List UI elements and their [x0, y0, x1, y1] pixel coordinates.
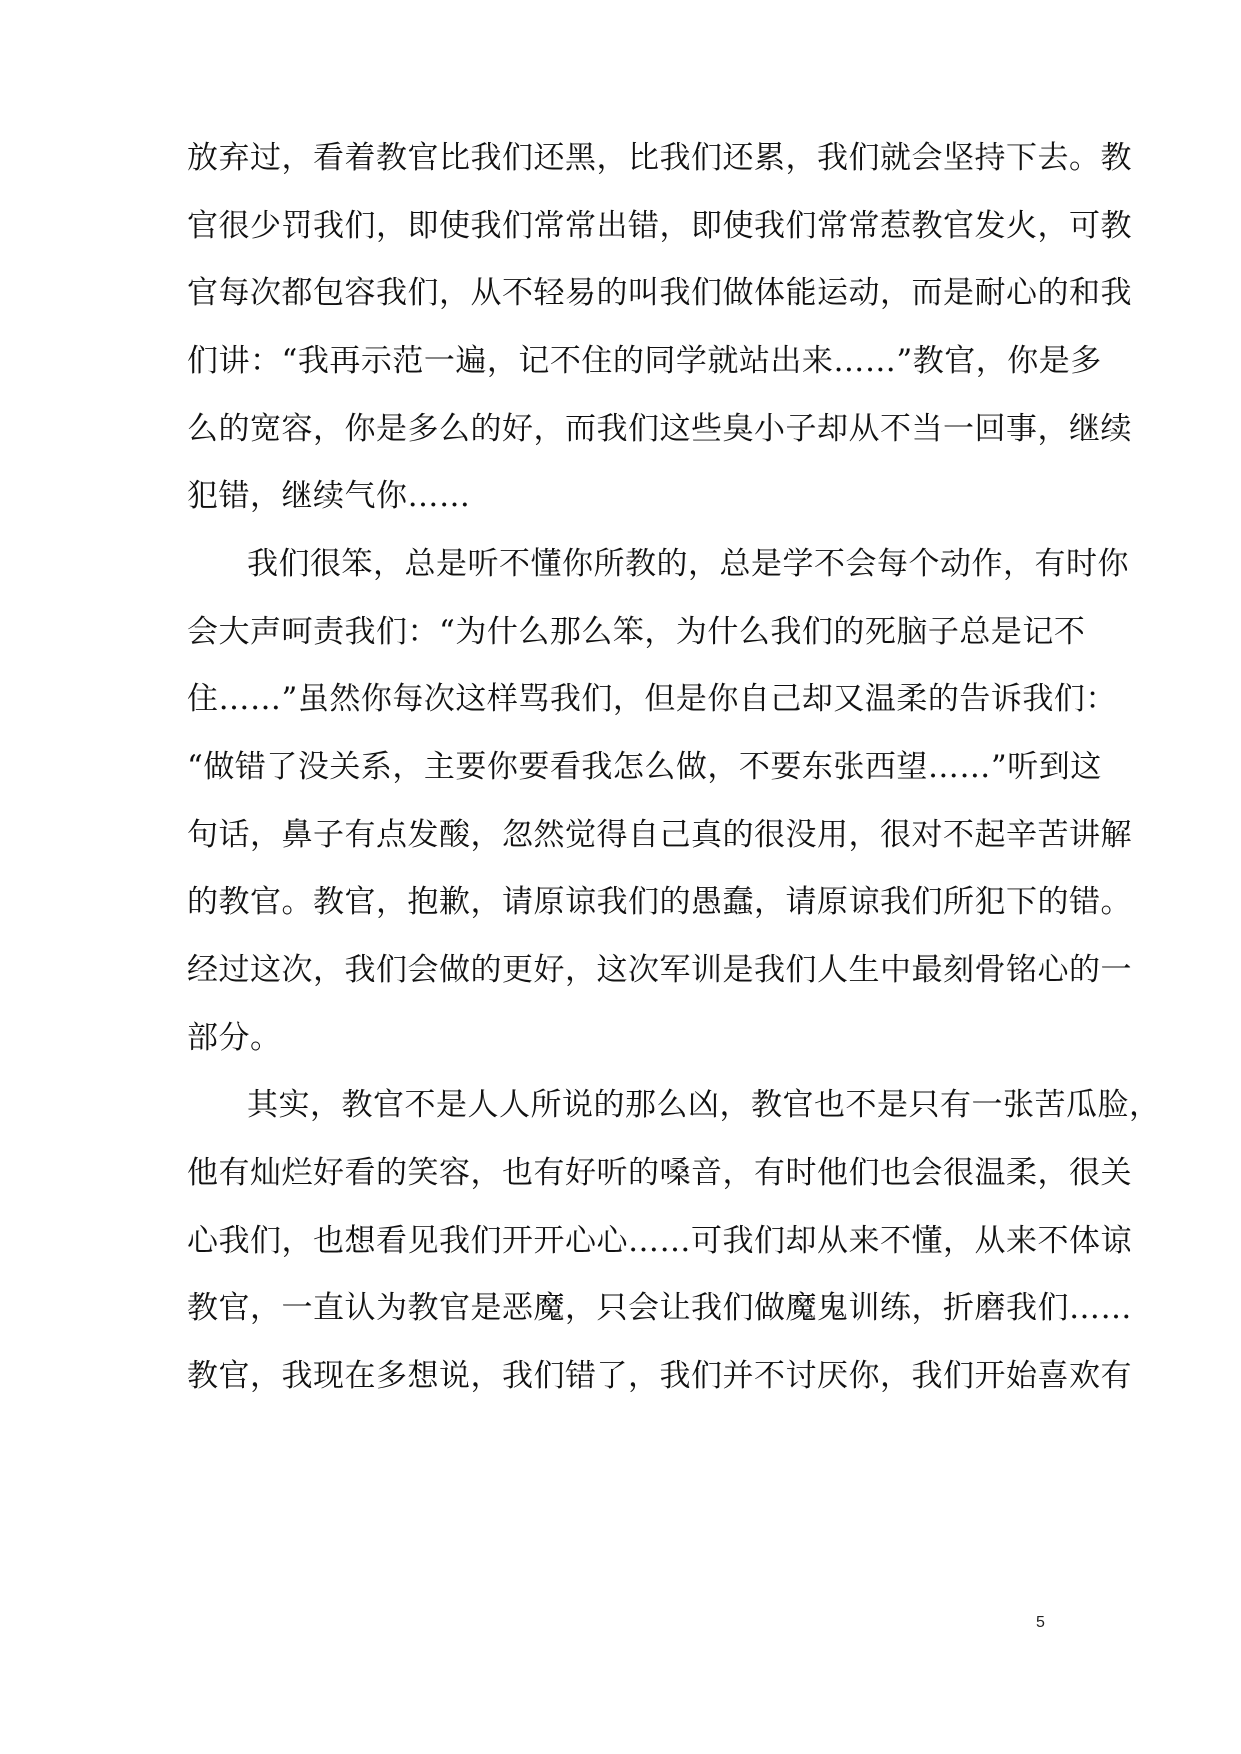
text-line: 心我们，也想看见我们开开心心……可我们却从来不懂，从来不体谅	[187, 1223, 1132, 1259]
text-line: 其实，教官不是人人所说的那么凶，教官也不是只有一张苦瓜脸，	[247, 1087, 1161, 1123]
text-line: 教官，我现在多想说，我们错了，我们并不讨厌你，我们开始喜欢有	[187, 1358, 1132, 1394]
text-line: 住……”虽然你每次这样骂我们，但是你自己却又温柔的告诉我们：	[187, 681, 1117, 717]
text-line: 经过这次，我们会做的更好，这次军训是我们人生中最刻骨铭心的一	[187, 952, 1132, 988]
text-line: 官每次都包容我们，从不轻易的叫我们做体能运动，而是耐心的和我	[187, 275, 1132, 311]
text-line: 犯错，继续气你……	[187, 478, 471, 514]
text-line: 句话，鼻子有点发酸，忽然觉得自己真的很没用，很对不起辛苦讲解	[187, 817, 1132, 853]
text-line: 们讲：“我再示范一遍，记不住的同学就站出来……”教官，你是多	[187, 343, 1102, 379]
text-line: 官很少罚我们，即使我们常常出错，即使我们常常惹教官发火，可教	[187, 208, 1132, 244]
text-line: 放弃过，看着教官比我们还黑，比我们还累，我们就会坚持下去。教	[187, 140, 1132, 176]
text-line: 部分。	[187, 1020, 282, 1056]
page-number: 5	[1036, 1614, 1045, 1631]
text-line: 么的宽容，你是多么的好，而我们这些臭小子却从不当一回事，继续	[187, 411, 1132, 447]
text-line: 我们很笨，总是听不懂你所教的，总是学不会每个动作，有时你	[247, 546, 1129, 582]
text-line: “做错了没关系，主要你要看我怎么做，不要东张西望……”听到这	[187, 749, 1102, 785]
text-line: 的教官。教官，抱歉，请原谅我们的愚蠢，请原谅我们所犯下的错。	[187, 884, 1132, 920]
text-line: 会大声呵责我们：“为什么那么笨，为什么我们的死脑子总是记不	[187, 614, 1086, 650]
text-line: 教官，一直认为教官是恶魔，只会让我们做魔鬼训练，折磨我们……	[187, 1290, 1132, 1326]
text-line: 他有灿烂好看的笑容，也有好听的嗓音，有时他们也会很温柔，很关	[187, 1155, 1132, 1191]
